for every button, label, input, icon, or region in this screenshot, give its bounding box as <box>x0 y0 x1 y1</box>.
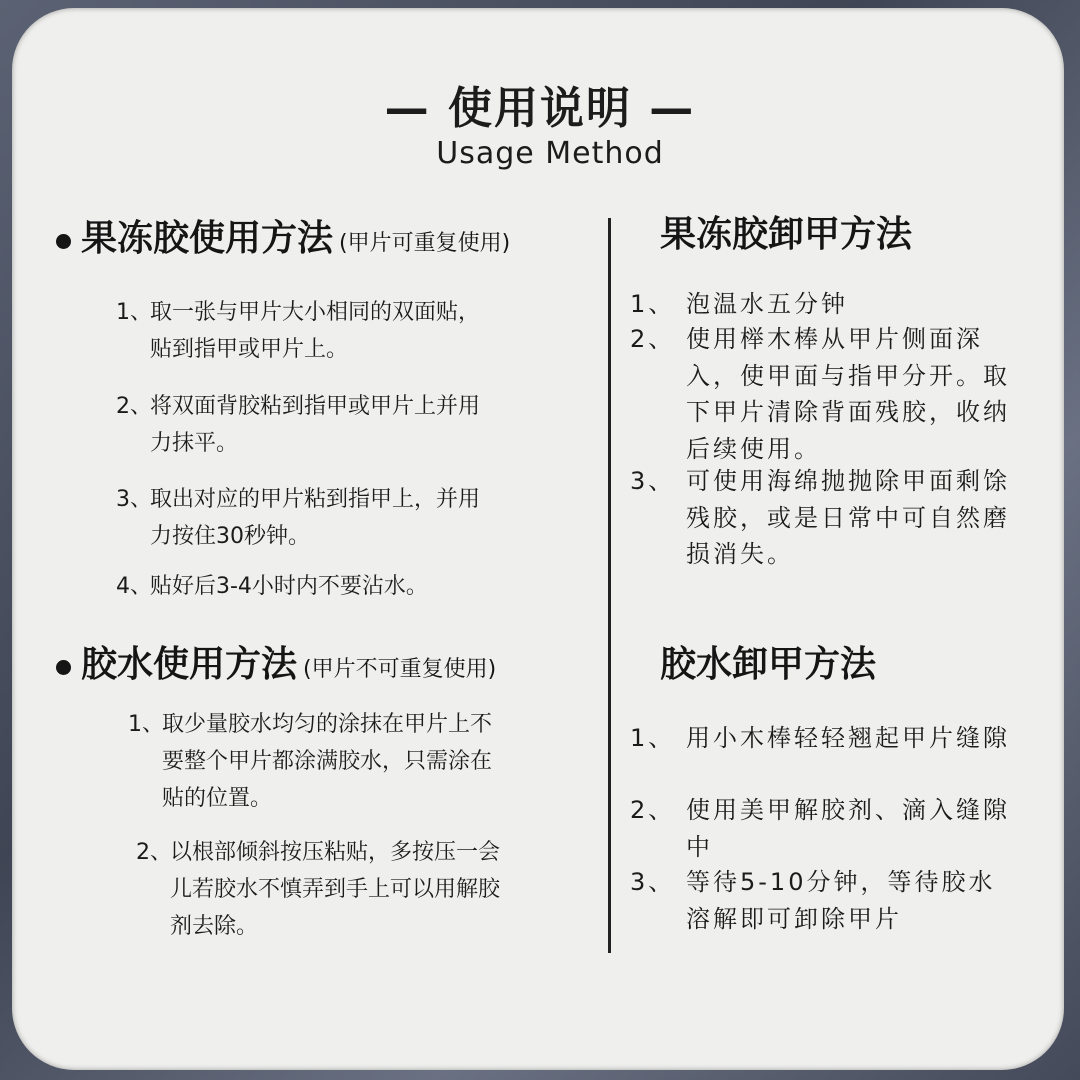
list-item: 2、 使用美甲解胶剂、滴入缝隙中 <box>630 796 1010 861</box>
list-item: 2、 将双面背胶粘到指甲或甲片上并用力抹平。 <box>116 394 481 456</box>
jelly-glue-removal-heading: 果冻胶卸甲方法 <box>660 214 913 255</box>
bullet-icon <box>56 234 71 249</box>
list-item: 3、 等待5-10分钟，等待胶水溶解即可卸除甲片 <box>630 868 996 933</box>
list-item: 1、 泡温水五分钟 <box>630 290 848 318</box>
list-item: 4、 贴好后3-4小时内不要沾水。 <box>116 574 428 599</box>
list-item: 3、 取出对应的甲片粘到指甲上，并用力按住30秒钟。 <box>116 487 481 549</box>
list-item: 1、 取少量胶水均匀的涂抹在甲片上不要整个甲片都涂满胶水，只需涂在贴的位置。 <box>128 712 493 811</box>
list-item: 1、 用小木棒轻轻翘起甲片缝隙 <box>630 724 1010 752</box>
jelly-glue-usage-heading: 果冻胶使用方法 (甲片可重复使用) <box>56 210 510 261</box>
list-item: 2、 以根部倾斜按压粘贴，多按压一会儿若胶水不慎弄到手上可以用解胶剂去除。 <box>136 840 501 939</box>
bullet-icon <box>56 660 71 675</box>
list-item: 1、 取一张与甲片大小相同的双面贴，贴到指甲或甲片上。 <box>116 300 481 362</box>
column-divider <box>608 218 611 953</box>
list-item: 2、 使用榉木棒从甲片侧面深入，使甲面与指甲分开。取下甲片清除背面残胶，收纳后续使用。 <box>630 325 1010 463</box>
list-item: 3、 可使用海绵抛抛除甲面剩馀残胶，或是日常中可自然磨损消失。 <box>630 467 1010 568</box>
page-subtitle: Usage Method <box>436 136 664 171</box>
page-title: — 使用说明 — <box>384 83 696 134</box>
glue-removal-heading: 胶水卸甲方法 <box>660 644 877 685</box>
glue-usage-heading: 胶水使用方法 (甲片不可重复使用) <box>56 636 496 687</box>
